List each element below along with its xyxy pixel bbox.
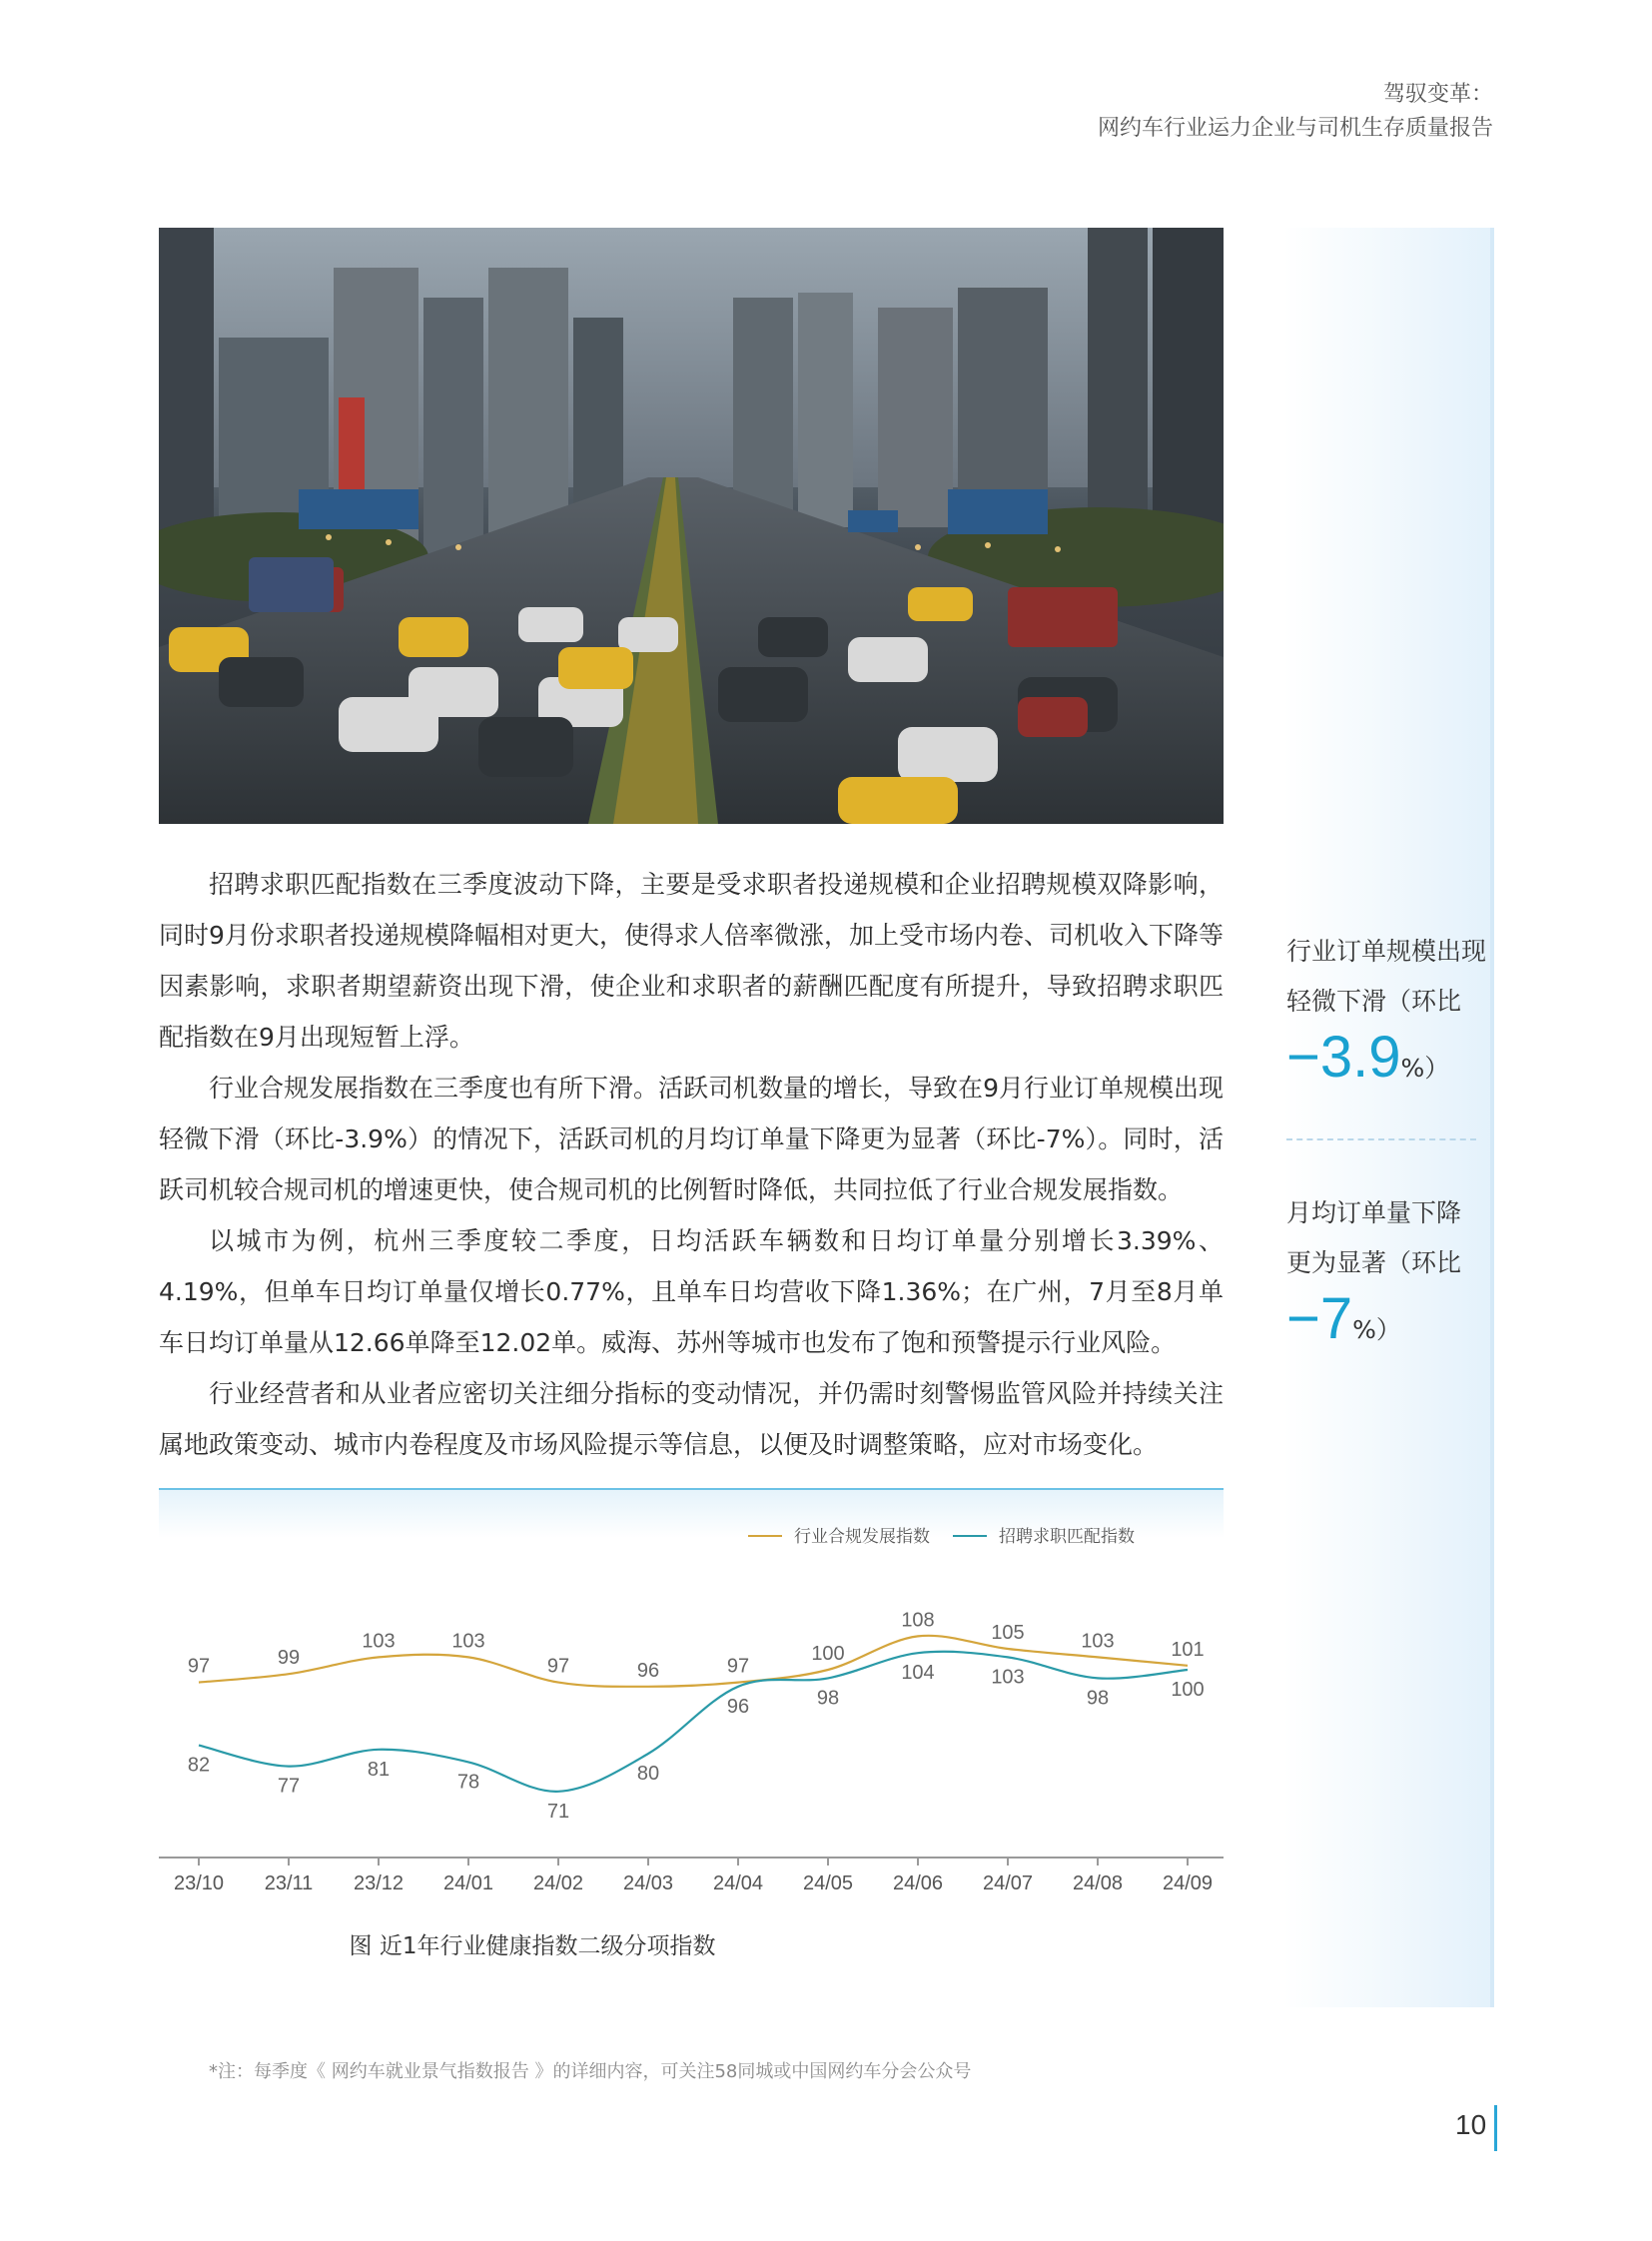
- data-label: 105: [991, 1622, 1025, 1644]
- callout-line: 月均订单量下降: [1286, 1198, 1462, 1227]
- x-tick-label: 24/04: [712, 1872, 764, 1894]
- data-label: 80: [636, 1763, 660, 1785]
- data-label: 81: [367, 1758, 391, 1781]
- data-label: 103: [362, 1630, 396, 1653]
- data-label: 104: [901, 1662, 935, 1685]
- x-tick-label: 23/10: [173, 1872, 225, 1894]
- data-label: 103: [991, 1666, 1025, 1689]
- paragraph: 行业合规发展指数在三季度也有所下滑。活跃司机数量的增长，导致在9月行业订单规模出现轻微下滑（环比-3.9%）的情况下，活跃司机的月均订单量下降更为显著（环比-7%）。同时，活跃司机较合规司机的增速更快，使合规司机的比例暂时降低，共同拉低了行业合规发展指数。: [159, 1074, 1224, 1204]
- data-label: 97: [726, 1655, 750, 1678]
- paragraph: 以城市为例，杭州三季度较二季度，日均活跃车辆数和日均订单量分别增长3.39%、4.19%，但单车日均订单量仅增长0.77%，且单车日均营收下降1.36%；在广州，7月至8月单车日均订单量从12.66单降至12.02单。威海、苏州等城市也发布了饱和预警提示行业风险。: [159, 1226, 1224, 1357]
- data-label: 100: [811, 1643, 845, 1665]
- data-label: 96: [726, 1695, 750, 1718]
- body-text: [159, 859, 1224, 1470]
- callout-line: 行业订单规模出现: [1286, 937, 1487, 966]
- page-number-bar: [1494, 2105, 1497, 2151]
- header-title: 驾驭变革：: [1382, 82, 1493, 107]
- data-label: 78: [456, 1771, 480, 1794]
- series-line: [199, 1636, 1188, 1687]
- x-tick-label: 23/11: [264, 1872, 314, 1894]
- data-label: 103: [451, 1630, 485, 1653]
- x-tick-label: 24/06: [892, 1872, 944, 1894]
- x-tick-label: 24/05: [802, 1872, 854, 1894]
- x-tick-label: 24/01: [442, 1872, 494, 1894]
- callout-unit: %）: [1400, 1054, 1450, 1083]
- sidebar-panel: [1283, 228, 1494, 2007]
- callout-unit: %）: [1352, 1315, 1401, 1344]
- callout-monthly-orders: [1286, 1188, 1461, 1355]
- chart-caption: 图 近1年行业健康指数二级分项指数: [349, 1933, 716, 1959]
- data-label: 98: [816, 1687, 840, 1710]
- callout-order-scale: [1286, 927, 1486, 1094]
- x-tick-label: 24/09: [1162, 1872, 1214, 1894]
- x-tick-label: 23/12: [353, 1872, 405, 1894]
- data-label: 97: [187, 1655, 211, 1678]
- page-header: [1098, 78, 1493, 146]
- data-label: 101: [1171, 1638, 1205, 1661]
- data-label: 100: [1171, 1679, 1205, 1701]
- paragraph: 招聘求职匹配指数在三季度波动下降，主要是受求职者投递规模和企业招聘规模双降影响，同时9月份求职者投递规模降幅相对更大，使得求人倍率微涨，加上受市场内卷、司机收入下降等因素影响，求职者期望薪资出现下滑，使企业和求职者的薪酬匹配度有所提升，导致招聘求职匹配指数在9月出现短暂上浮。: [159, 870, 1224, 1052]
- legend-label: 招聘求职匹配指数: [999, 1527, 1135, 1547]
- x-tick-label: 24/07: [982, 1872, 1034, 1894]
- data-label: 108: [901, 1609, 935, 1632]
- callout-line: 轻微下滑（环比: [1286, 987, 1462, 1016]
- data-label: 103: [1081, 1630, 1115, 1653]
- data-label: 82: [187, 1754, 211, 1777]
- callout-value: −3.9: [1286, 1025, 1401, 1090]
- data-label: 77: [277, 1775, 301, 1798]
- header-subtitle: 网约车行业运力企业与司机生存质量报告: [1097, 116, 1493, 141]
- callout-divider: [1286, 1138, 1476, 1140]
- footnote: *注：每季度《 网约车就业景气指数报告 》的详细内容，可关注58同城或中国网约车分会公众号: [209, 2061, 972, 2082]
- data-label: 98: [1086, 1687, 1110, 1710]
- x-tick-label: 24/08: [1072, 1872, 1124, 1894]
- series-line: [199, 1652, 1188, 1792]
- city-traffic-photo: [159, 228, 1224, 824]
- index-line-chart: [159, 1488, 1224, 1967]
- x-tick-label: 24/03: [622, 1872, 674, 1894]
- data-label: 97: [546, 1655, 570, 1678]
- legend-label: 行业合规发展指数: [794, 1527, 930, 1547]
- callout-line: 更为显著（环比: [1286, 1248, 1462, 1277]
- data-label: 99: [277, 1647, 301, 1670]
- data-label: 71: [546, 1800, 570, 1823]
- data-label: 96: [636, 1659, 660, 1682]
- paragraph: 行业经营者和从业者应密切关注细分指标的变动情况，并仍需时刻警惕监管风险并持续关注属地政策变动、城市内卷程度及市场风险提示等信息，以便及时调整策略，应对市场变化。: [159, 1379, 1224, 1459]
- x-tick-label: 24/02: [532, 1872, 584, 1894]
- callout-value: −7: [1286, 1286, 1353, 1351]
- page-number: 10: [1455, 2109, 1487, 2140]
